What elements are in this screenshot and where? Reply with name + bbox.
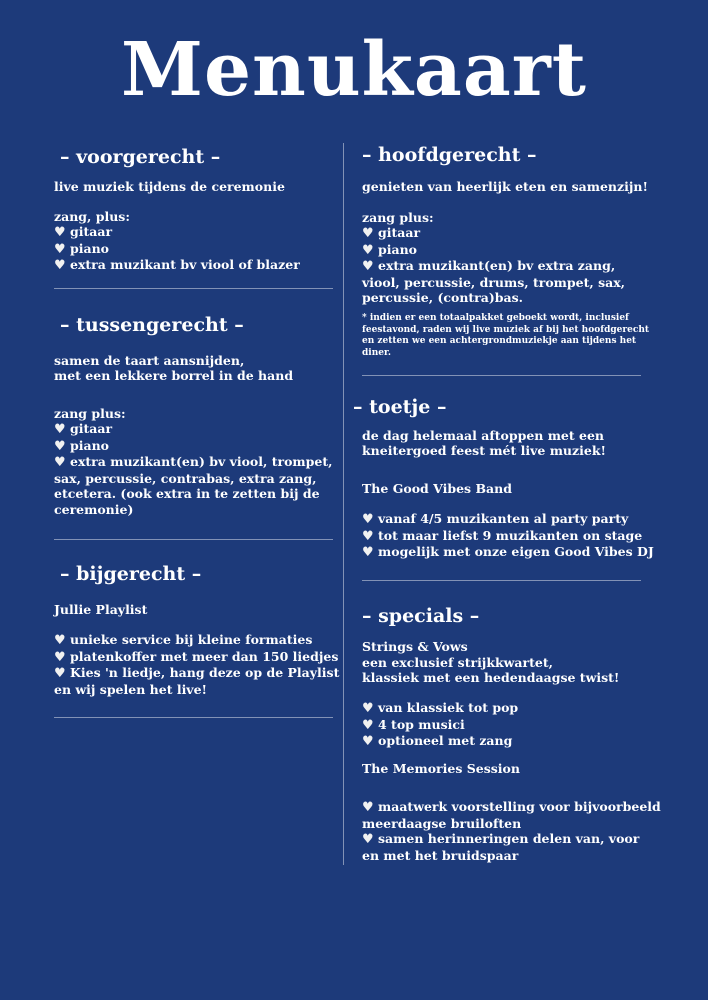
section-divider — [362, 375, 641, 376]
tussengerecht-list — [54, 421, 332, 517]
list-item: ♥ Kies 'n liedje, hang deze op de Playlist — [54, 665, 340, 681]
toetje-list — [362, 511, 654, 561]
list-continuation: viool, percussie, drums, trompet, sax, — [362, 274, 626, 290]
list-item: ♥ gitaar — [54, 421, 113, 437]
note-line: feestavond, raden wij live muziek af bij het hoofdgerecht — [362, 324, 650, 335]
list-item: ♥ piano — [54, 240, 110, 257]
toetje-heading: – toetje – — [353, 396, 447, 418]
list-item: ♥ piano — [362, 241, 418, 258]
section-divider — [54, 539, 333, 540]
bijgerecht-list — [54, 632, 339, 697]
heart-icon: ♥ — [362, 528, 374, 544]
hoofdgerecht-list — [362, 225, 625, 306]
specials-sub-1-line-1: een exclusief strijkkwartet, — [362, 655, 553, 670]
heart-icon: ♥ — [362, 545, 374, 560]
list-item: ♥ piano — [54, 437, 110, 454]
list-item: ♥ maatwerk voorstelling voor bijvoorbeeld — [362, 799, 661, 815]
toetje-subtitle: The Good Vibes Band — [362, 481, 512, 496]
heart-icon: ♥ — [362, 734, 374, 749]
section-divider — [54, 288, 333, 289]
note-line: en zetten we een achtergrondmuziekje aan tijdens het — [362, 336, 637, 346]
bijgerecht-heading: – bijgerecht – — [60, 563, 202, 585]
heart-icon: ♥ — [54, 258, 66, 273]
toetje-intro-1: de dag helemaal aftoppen met een — [362, 428, 605, 443]
specials-heading: – specials – — [362, 605, 480, 627]
list-continuation: meerdaagse bruiloften — [362, 815, 522, 831]
note-line: * indien er een totaalpakket geboekt wordt, inclusief — [362, 313, 629, 323]
tussengerecht-heading: – tussengerecht – — [60, 314, 244, 336]
heart-icon: ♥ — [362, 701, 374, 716]
specials-sub-1-line-2: klassiek met een hedendaagse twist! — [362, 670, 620, 685]
list-continuation: en met het bruidspaar — [362, 847, 519, 863]
list-continuation: ceremonie) — [54, 501, 134, 517]
heart-icon: ♥ — [362, 717, 374, 733]
list-item: ♥ optioneel met zang — [362, 733, 513, 749]
heart-icon: ♥ — [54, 455, 66, 470]
specials-sub-1: Strings & Vows — [362, 639, 468, 654]
list-item: ♥ samen herinneringen delen van, voor — [362, 831, 640, 847]
list-item: ♥ extra muzikant(en) bv viool, trompet, — [54, 454, 333, 470]
list-item: ♥ platenkoffer met meer dan 150 liedjes — [54, 648, 339, 665]
tussengerecht-intro-1: samen de taart aansnijden, — [54, 353, 245, 368]
page-title: Menukaart — [121, 27, 587, 113]
hoofdgerecht-note — [362, 313, 649, 359]
list-item: ♥ unieke service bij kleine formaties — [54, 632, 313, 648]
list-item: ♥ vanaf 4/5 muzikanten al party party — [362, 511, 629, 527]
specials-list-2 — [362, 799, 661, 863]
list-item: ♥ extra muzikant bv viool of blazer — [54, 257, 300, 273]
section-divider — [54, 717, 333, 718]
list-item: ♥ 4 top musici — [362, 716, 465, 733]
list-continuation: en wij spelen het live! — [54, 681, 208, 697]
heart-icon: ♥ — [54, 438, 66, 454]
column-divider — [343, 143, 344, 865]
tussengerecht-plus: zang plus: — [54, 406, 126, 421]
list-item: ♥ van klassiek tot pop — [362, 700, 519, 716]
list-item: ♥ gitaar — [362, 225, 421, 241]
voorgerecht-intro: live muziek tijdens de ceremonie — [54, 179, 285, 194]
note-line: diner. — [362, 347, 392, 358]
hoofdgerecht-plus: zang plus: — [362, 210, 434, 225]
hoofdgerecht-intro: genieten van heerlijk eten en samenzijn! — [362, 179, 648, 194]
heart-icon: ♥ — [362, 832, 374, 847]
specials-sub-2: The Memories Session — [362, 761, 520, 776]
voorgerecht-list — [54, 224, 300, 274]
heart-icon: ♥ — [54, 422, 66, 437]
heart-icon: ♥ — [362, 512, 374, 527]
voorgerecht-heading: – voorgerecht – — [60, 146, 221, 168]
list-item: ♥ extra muzikant(en) bv extra zang, — [362, 258, 616, 274]
heart-icon: ♥ — [54, 649, 66, 665]
heart-icon: ♥ — [362, 226, 374, 241]
hoofdgerecht-heading: – hoofdgerecht – — [362, 144, 537, 166]
voorgerecht-plus: zang, plus: — [54, 209, 130, 224]
list-item: ♥ gitaar — [54, 224, 113, 240]
bijgerecht-subtitle: Jullie Playlist — [54, 602, 148, 617]
heart-icon: ♥ — [54, 633, 66, 648]
tussengerecht-intro-2: met een lekkere borrel in de hand — [54, 368, 294, 383]
section-divider — [362, 580, 641, 581]
list-item: ♥ tot maar liefst 9 muzikanten on stage — [362, 527, 643, 544]
heart-icon: ♥ — [54, 225, 66, 240]
list-continuation: etcetera. (ook extra in te zetten bij de — [54, 486, 320, 501]
heart-icon: ♥ — [362, 242, 374, 258]
heart-icon: ♥ — [54, 666, 66, 681]
heart-icon: ♥ — [362, 800, 374, 815]
list-item: ♥ mogelijk met onze eigen Good Vibes DJ — [362, 544, 654, 560]
heart-icon: ♥ — [362, 259, 374, 274]
specials-list-1 — [362, 700, 518, 750]
heart-icon: ♥ — [54, 241, 66, 257]
toetje-intro-2: kneitergoed feest mét live muziek! — [362, 443, 606, 458]
list-continuation: percussie, (contra)bas. — [362, 290, 524, 305]
list-continuation: sax, percussie, contrabas, extra zang, — [54, 470, 317, 486]
